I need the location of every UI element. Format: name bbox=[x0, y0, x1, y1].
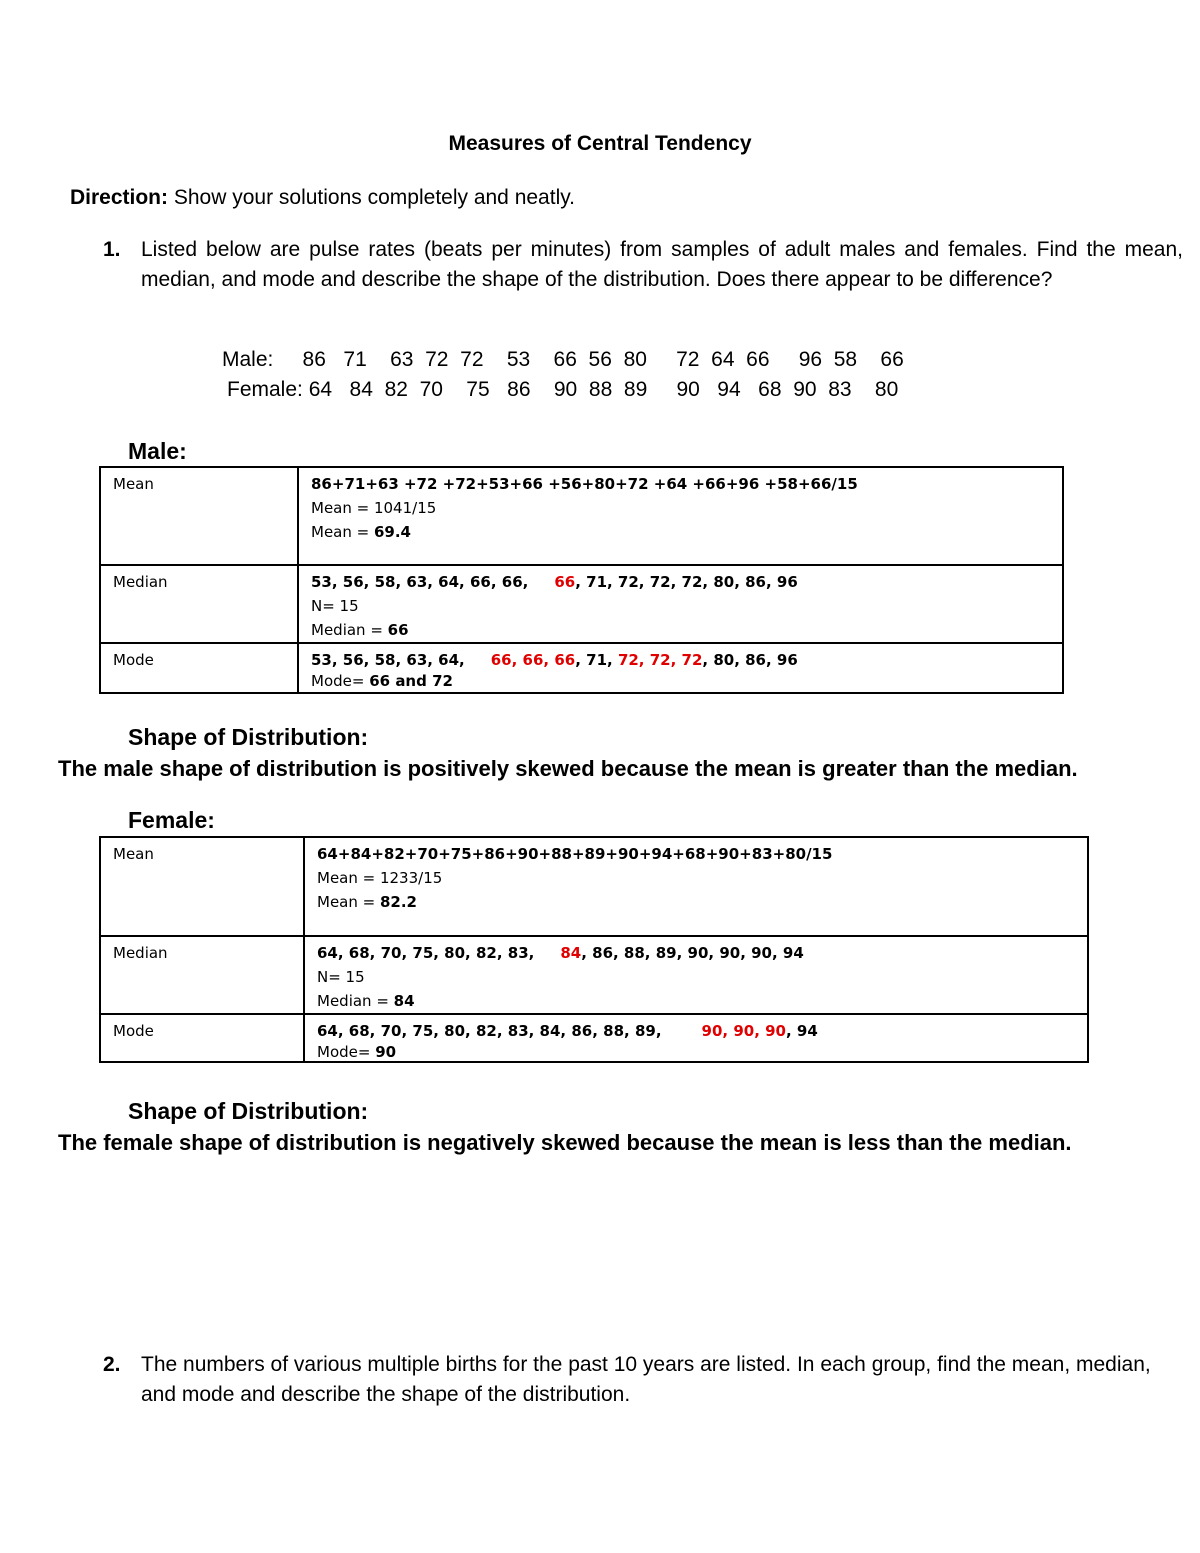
female-median-sorted bbox=[317, 941, 1075, 965]
male-median-result: 66 bbox=[387, 621, 409, 639]
male-mode-result: 66 and 72 bbox=[369, 672, 453, 690]
female-mode-cell bbox=[304, 1014, 1088, 1062]
female-mode-row bbox=[100, 1014, 1088, 1062]
question-1-text: Listed below are pulse rates (beats per minutes) from samples of adult males and females. Find the mean, median, and mode and describe the shape of the distribution. Does there appear to be difference? bbox=[141, 238, 1183, 291]
female-mean-cell bbox=[304, 837, 1088, 936]
male-median-cell bbox=[298, 565, 1063, 643]
male-mean-row bbox=[100, 467, 1063, 565]
male-mode-e: , 80, 86, 96 bbox=[702, 651, 798, 669]
male-mode-a: 53, 56, 58, 63, 64, bbox=[311, 651, 465, 669]
male-mean-calc: Mean = 1041/15 bbox=[311, 499, 437, 517]
male-mode-row bbox=[100, 643, 1063, 693]
page-title: Measures of Central Tendency bbox=[448, 132, 752, 155]
female-data-line: Female: 64 84 82 70 75 86 90 88 89 90 94 68 90 83 80 bbox=[227, 378, 899, 401]
female-mean-result-line bbox=[317, 890, 1075, 914]
male-median-sorted bbox=[311, 570, 1050, 594]
female-mode-result: 90 bbox=[375, 1043, 397, 1061]
female-mode-result-line bbox=[317, 1043, 1075, 1061]
female-median-row bbox=[100, 936, 1088, 1014]
male-mode-c: , 71, bbox=[575, 651, 618, 669]
male-n: N= 15 bbox=[311, 597, 359, 615]
female-median-after: , 86, 88, 89, 90, 90, 90, 94 bbox=[581, 944, 804, 962]
question-1-number: 1. bbox=[103, 238, 121, 261]
female-median-middle: 84 bbox=[560, 944, 582, 962]
female-median-cell bbox=[304, 936, 1088, 1014]
direction-label: Direction: bbox=[70, 186, 169, 209]
female-mode-result-label: Mode= bbox=[317, 1043, 376, 1061]
male-shape-heading: Shape of Distribution: bbox=[128, 724, 369, 750]
female-mean-calc: Mean = 1233/15 bbox=[317, 869, 443, 887]
male-mode-label: Mode bbox=[100, 643, 298, 693]
female-mean-row bbox=[100, 837, 1088, 936]
female-mean-result-label: Mean = bbox=[317, 893, 380, 911]
male-shape-text: The male shape of distribution is positively skewed because the mean is greater than the median. bbox=[58, 756, 1078, 781]
male-heading: Male: bbox=[128, 438, 187, 464]
question-1 bbox=[103, 235, 1183, 295]
male-median-row bbox=[100, 565, 1063, 643]
question-2-text: The numbers of various multiple births for the past 10 years are listed. In each group, find the mean, median, and mode and describe the shape of the distribution. bbox=[141, 1353, 1151, 1406]
male-mean-result: 69.4 bbox=[373, 523, 411, 541]
female-n: N= 15 bbox=[317, 968, 365, 986]
male-mode-result-line bbox=[311, 672, 1050, 690]
male-mode-result-label: Mode= bbox=[311, 672, 370, 690]
male-median-label: Median bbox=[100, 565, 298, 643]
female-median-label: Median bbox=[100, 936, 304, 1014]
female-mean-label: Mean bbox=[100, 837, 304, 936]
female-mode-repeat-90: 90, 90, 90 bbox=[701, 1022, 786, 1040]
female-mode-a: 64, 68, 70, 75, 80, 82, 83, 84, 86, 88, 89, bbox=[317, 1022, 662, 1040]
female-median-result: 84 bbox=[393, 992, 415, 1010]
question-2 bbox=[103, 1350, 1191, 1410]
male-mode-sorted bbox=[311, 648, 1050, 672]
male-mode-cell bbox=[298, 643, 1063, 693]
female-shape-text: The female shape of distribution is negatively skewed because the mean is less than the median. bbox=[58, 1130, 1072, 1155]
male-mean-label: Mean bbox=[100, 467, 298, 565]
male-mean-result-line bbox=[311, 520, 1050, 544]
direction bbox=[70, 186, 575, 210]
female-mode-label: Mode bbox=[100, 1014, 304, 1062]
female-shape-heading: Shape of Distribution: bbox=[128, 1098, 369, 1124]
male-median-result-line bbox=[311, 618, 1050, 642]
male-mode-repeat-72: 72, 72, 72 bbox=[617, 651, 703, 669]
male-data-line: Male: 86 71 63 72 72 53 66 56 80 72 64 66 96 58 66 bbox=[222, 348, 904, 371]
female-mean-expression: 64+84+82+70+75+86+90+88+89+90+94+68+90+83+80/15 bbox=[317, 845, 833, 863]
direction-text: Show your solutions completely and neatly. bbox=[168, 186, 576, 209]
question-2-number: 2. bbox=[103, 1353, 121, 1376]
male-median-middle: 66 bbox=[554, 573, 576, 591]
male-mean-result-label: Mean = bbox=[311, 523, 374, 541]
male-median-before: 53, 56, 58, 63, 64, 66, 66, bbox=[311, 573, 529, 591]
female-mean-result: 82.2 bbox=[379, 893, 417, 911]
male-mean-cell bbox=[298, 467, 1063, 565]
female-median-before: 64, 68, 70, 75, 80, 82, 83, bbox=[317, 944, 535, 962]
male-table bbox=[99, 466, 1064, 694]
male-mode-repeat-66: 66, 66, 66 bbox=[490, 651, 576, 669]
female-mode-sorted bbox=[317, 1019, 1075, 1043]
female-heading: Female: bbox=[128, 807, 215, 833]
male-median-result-label: Median = bbox=[311, 621, 388, 639]
male-mean-expression: 86+71+63 +72 +72+53+66 +56+80+72 +64 +66+96 +58+66/15 bbox=[311, 475, 858, 493]
female-median-result-label: Median = bbox=[317, 992, 394, 1010]
female-median-result-line bbox=[317, 989, 1075, 1013]
male-median-after: , 71, 72, 72, 72, 80, 86, 96 bbox=[575, 573, 798, 591]
female-mode-c: , 94 bbox=[786, 1022, 818, 1040]
female-table bbox=[99, 836, 1089, 1063]
